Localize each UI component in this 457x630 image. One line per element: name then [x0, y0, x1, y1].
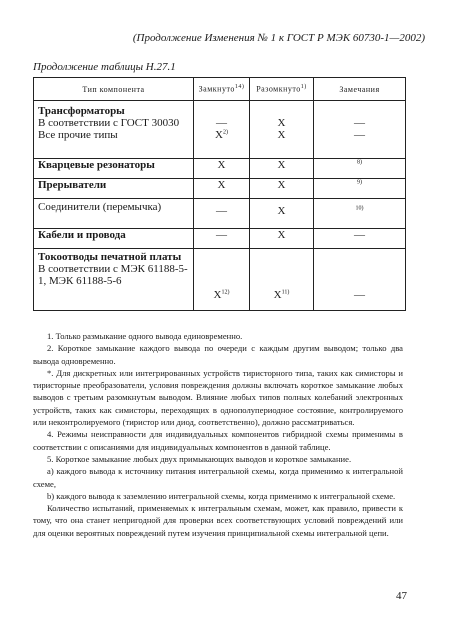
- note-5a: а) каждого вывода к источнику питания интегральной схемы, когда применимо к интегральной схеме,: [33, 466, 403, 489]
- table-row: Токоотводы печатной платы В соответствии с МЭК 61188-5-1, МЭК 61188-5-6 $X^{12)}$ $X^{11)}$ —: [34, 249, 406, 311]
- note-1: 1. Только размыкание одного вывода единовременно.: [47, 331, 243, 341]
- col-header-closed: Замкнуто$^{14)}$: [194, 78, 250, 101]
- note-3: *. Для дискретных или интегрированных устройств тиристорного типа, таких как симисторы и тиристорные преобразователи, условия повреждения должны включать короткое замыкание любых выводов с третьим разомкнутым выводом. Влияние любых типов полных колебаний электронных устройств, таких как симисторы, переходящих в однополупериодное состояние, контролируемого или неконтролируемого (тиристор или диод, соответственно), должно рассматриваться.: [33, 367, 403, 428]
- table-row: Соединители (перемычка) — X $^{10)}$: [34, 199, 406, 229]
- note-2: 2. Короткое замыкание каждого вывода по очереди с каждым другим выводом; только два вывода одновременно.: [33, 343, 403, 366]
- col-header-type: Тип компонента: [34, 78, 194, 101]
- page-number: 47: [396, 590, 407, 602]
- row-title: Токоотводы печатной платы: [38, 251, 182, 263]
- table-row: Кварцевые резонаторы X X $^{8)}$: [34, 159, 406, 179]
- table-row: Кабели и провода — X —: [34, 229, 406, 249]
- row-title: Трансформаторы: [38, 105, 125, 117]
- running-header: (Продолжение Изменения № 1 к ГОСТ Р МЭК 60730-1—2002): [132, 32, 425, 44]
- row-sub: Все прочие типы: [38, 129, 118, 141]
- table-row: Трансформаторы В соответствии с ГОСТ 30030 Все прочие типы — $X^{2)}$ X X — —: [34, 101, 406, 159]
- col-header-open: Разомкнуто$^{1)}$: [250, 78, 314, 101]
- table-header-row: [34, 78, 406, 101]
- table-row: Прерыватели X X $^{9)}$: [34, 179, 406, 199]
- note-6: Количество испытаний, применяемых к интегральным схемам, может, как правило, привести к тому, что она станет непригодной для проверки всех соответствующих условий повреждений или для оценки вероятных повреждений путем изучения принципиальной схемы интегральной цепи.: [33, 503, 403, 538]
- col-header-remarks: Замечания: [314, 78, 406, 101]
- row-sub: В соответствии с МЭК 61188-5-1, МЭК 61188-5-6: [38, 263, 188, 287]
- note-5: 5. Короткое замыкание любых двух примыкающих выводов и короткое замыкание.: [47, 453, 352, 464]
- note-4: 4. Режимы неисправности для индивидуальных компонентов гибридной схемы применимы в соответствии с описаниями для индивидуальных компонентов в данной таблице.: [33, 429, 403, 452]
- components-table: [33, 77, 406, 311]
- note-5b: b) каждого вывода к заземлению интегральной схемы, когда применимо к интегральной схеме.: [47, 490, 396, 501]
- table-notes: [33, 330, 403, 539]
- table-continuation-label: Продолжение таблицы Н.27.1: [33, 61, 176, 73]
- row-sub: В соответствии с ГОСТ 30030: [38, 117, 180, 129]
